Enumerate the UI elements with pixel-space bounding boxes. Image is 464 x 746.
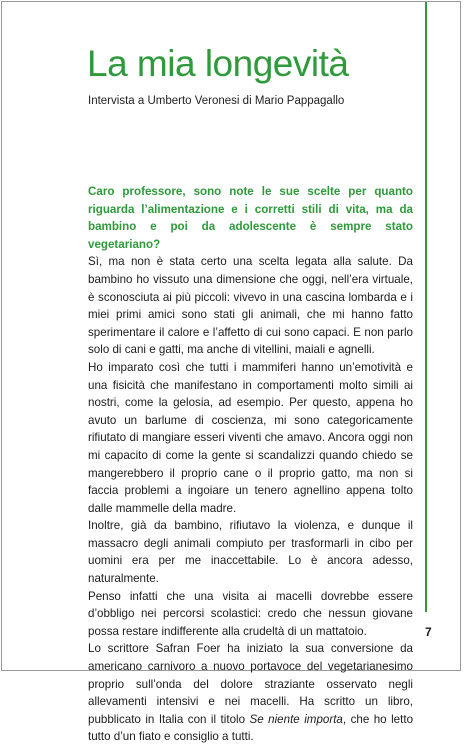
paragraph-5-text: Lo scrittore Safran Foer ha iniziato la sua conversione da americano carnivoro a nuovo portavoce del vegetarianesimo proprio sull’onda del dolore straziante osservato negli allevamenti intensivi e nei macelli. Ha scritto un libro, pubblicato in Italia con il titolo — [88, 642, 413, 726]
answer-paragraph-4: Penso infatti che una visita ai macelli dovrebbe essere d’obbligo nei percorsi scolastici: credo che nessun giovane possa restare indifferente alla crudeltà di un mattatoio. — [88, 589, 413, 638]
article-subtitle: Intervista a Umberto Veronesi di Mario Pappagallo — [88, 95, 345, 107]
paragraph-5-ending: , che ho letto tutto d’un fiato e consiglio a tutti. — [88, 712, 414, 744]
book-title: Se niente importa — [249, 712, 343, 726]
interview-question: Caro professore, sono note le sue scelte per quanto riguarda l’alimentazione e i corretti stili di vita, ma da bambino e poi da adolescente è sempre stato vegetariano? — [88, 185, 413, 251]
answer-paragraph-2: Ho imparato così che tutti i mammiferi hanno un’emotività e una fisicità che manifestano in comportamenti molto simili ai nostri, come la gelosia, ad esempio. Per questo, appena ho avuto un barlume di coscienza, mi sono categoricamente rifiutato di mangiare esseri viventi che amavo. Ancora oggi non mi capacito di come la gente si scandalizzi quando chiedo se mangerebbero il proprio cane o il proprio gatto, ma non si faccia problemi a ingoiare un tenero agnellino appena tolto dalle mammelle della madre. — [88, 360, 413, 515]
answer-paragraph-1: Sì, ma non è stata certo una scelta legata alla salute. Da bambino ho vissuto una dimensione che oggi, nell’era virtuale, è sconosciuta ai più piccoli: vivevo in una cascina lombarda e i miei primi amici sono stati gli animali, che mi hanno fatto sperimentare il calore e l’affetto di cui sono capaci. E non parlo solo di cani e gatti, ma anche di vitellini, maiali e agnelli. — [88, 255, 413, 357]
answer-paragraph-5 — [88, 640, 413, 746]
article-body — [88, 183, 413, 746]
page-number: 7 — [425, 625, 432, 639]
side-rule — [425, 2, 427, 612]
answer-paragraph-3: Inoltre, già da bambino, rifiutavo la violenza, e dunque il massacro degli animali compiuto per trasformarli in cibo per uomini era per me inaccettabile. Lo è ancora adesso, naturalmente. — [88, 519, 413, 586]
article-title: La mia longevità — [87, 43, 349, 84]
